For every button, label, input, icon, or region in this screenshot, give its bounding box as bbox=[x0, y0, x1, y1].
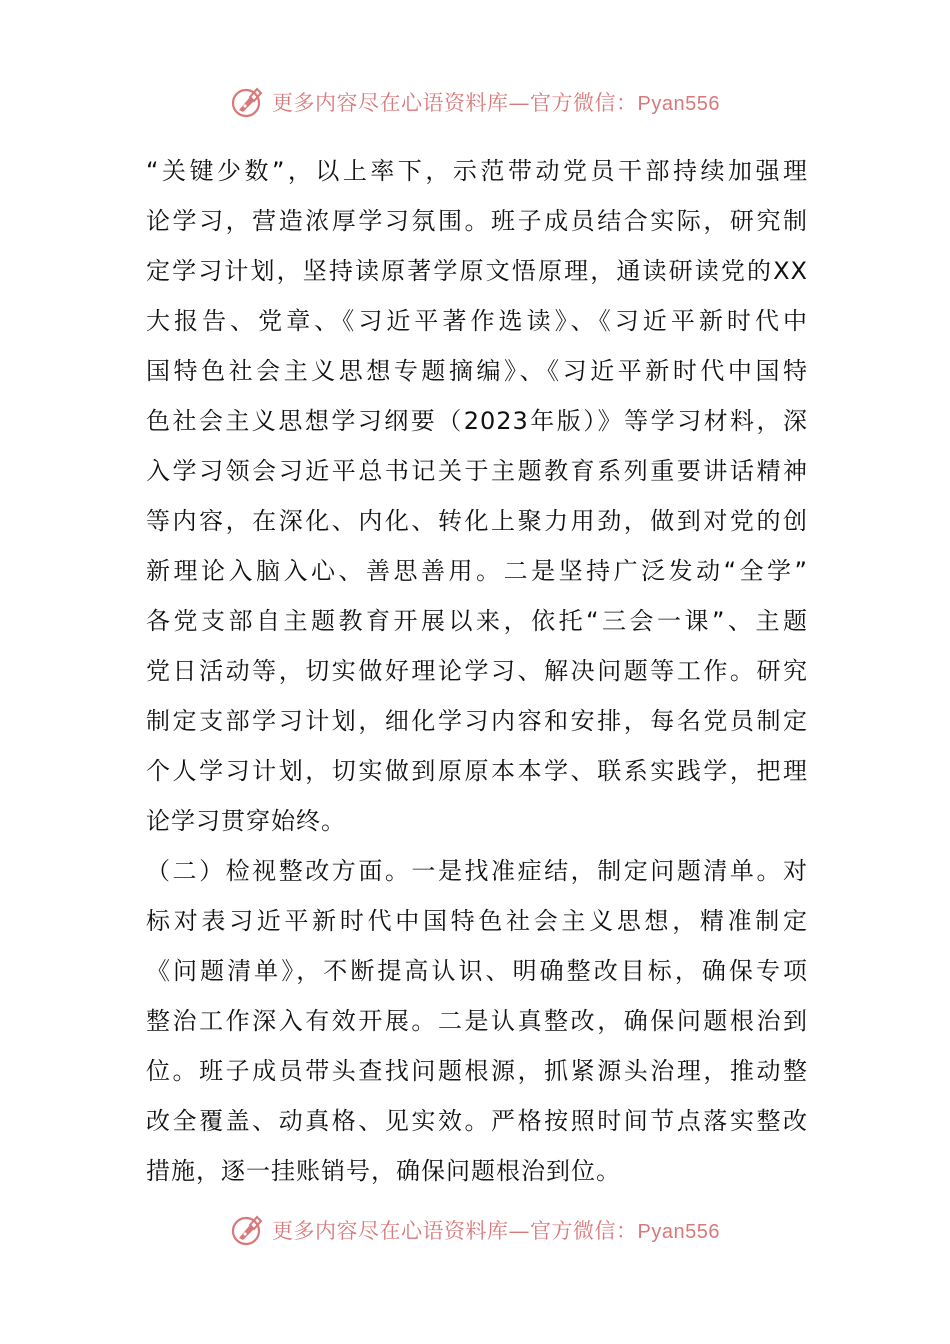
body-line: “关键少数”，以上率下，示范带动党员干部持续加强理 bbox=[146, 157, 808, 185]
body-line: 色社会主义思想学习纲要（2023年版）》等学习材料，深 bbox=[146, 407, 808, 435]
body-line: 改全覆盖、动真格、见实效。严格按照时间节点落实整改 bbox=[146, 1107, 808, 1135]
body-text bbox=[146, 146, 808, 1196]
banner-wechat-id: Pyan556 bbox=[637, 93, 720, 115]
banner-slogan: 更多内容尽在心语资料库—官方微信： bbox=[272, 1219, 638, 1243]
body-line: 党日活动等，切实做好理论学习、解决问题等工作。研究 bbox=[146, 657, 808, 685]
body-line: 大报告、党章、《习近平著作选读》、《习近平新时代中 bbox=[146, 307, 808, 335]
body-line: 措施，逐一挂账销号，确保问题根治到位。 bbox=[146, 1157, 621, 1185]
body-line: 位。班子成员带头查找问题根源，抓紧源头治理，推动整 bbox=[146, 1057, 808, 1085]
body-line: 等内容，在深化、内化、转化上聚力用劲，做到对党的创 bbox=[146, 507, 808, 535]
pen-nib-logo-icon bbox=[230, 84, 266, 120]
footer-banner bbox=[0, 1208, 950, 1252]
body-line: 论学习贯穿始终。 bbox=[146, 807, 346, 835]
body-line: 国特色社会主义思想专题摘编》、《习近平新时代中国特 bbox=[146, 357, 808, 385]
body-line: 定学习计划，坚持读原著学原文悟原理，通读研读党的XX bbox=[146, 257, 808, 285]
banner-text bbox=[272, 1215, 720, 1245]
banner-text bbox=[272, 87, 720, 117]
body-line: 个人学习计划，切实做到原原本本学、联系实践学，把理 bbox=[146, 757, 808, 785]
body-line: 各党支部自主题教育开展以来，依托“三会一课”、主题 bbox=[146, 607, 808, 635]
body-line: 整治工作深入有效开展。二是认真整改，确保问题根治到 bbox=[146, 1007, 808, 1035]
body-line: 新理论入脑入心、善思善用。二是坚持广泛发动“全学” bbox=[146, 557, 808, 585]
pen-nib-logo-icon bbox=[230, 1212, 266, 1248]
banner-slogan: 更多内容尽在心语资料库—官方微信： bbox=[272, 91, 638, 115]
body-line: 论学习，营造浓厚学习氛围。班子成员结合实际，研究制 bbox=[146, 207, 808, 235]
header-banner bbox=[0, 80, 950, 124]
body-line: 标对表习近平新时代中国特色社会主义思想，精准制定 bbox=[146, 907, 808, 935]
body-line: 《问题清单》，不断提高认识、明确整改目标，确保专项 bbox=[146, 957, 808, 985]
body-line: 入学习领会习近平总书记关于主题教育系列重要讲话精神 bbox=[146, 457, 808, 485]
banner-wechat-id: Pyan556 bbox=[637, 1221, 720, 1243]
section-heading-line: （二）检视整改方面。一是找准症结，制定问题清单。对 bbox=[146, 857, 808, 885]
body-line: 制定支部学习计划，细化学习内容和安排，每名党员制定 bbox=[146, 707, 808, 735]
